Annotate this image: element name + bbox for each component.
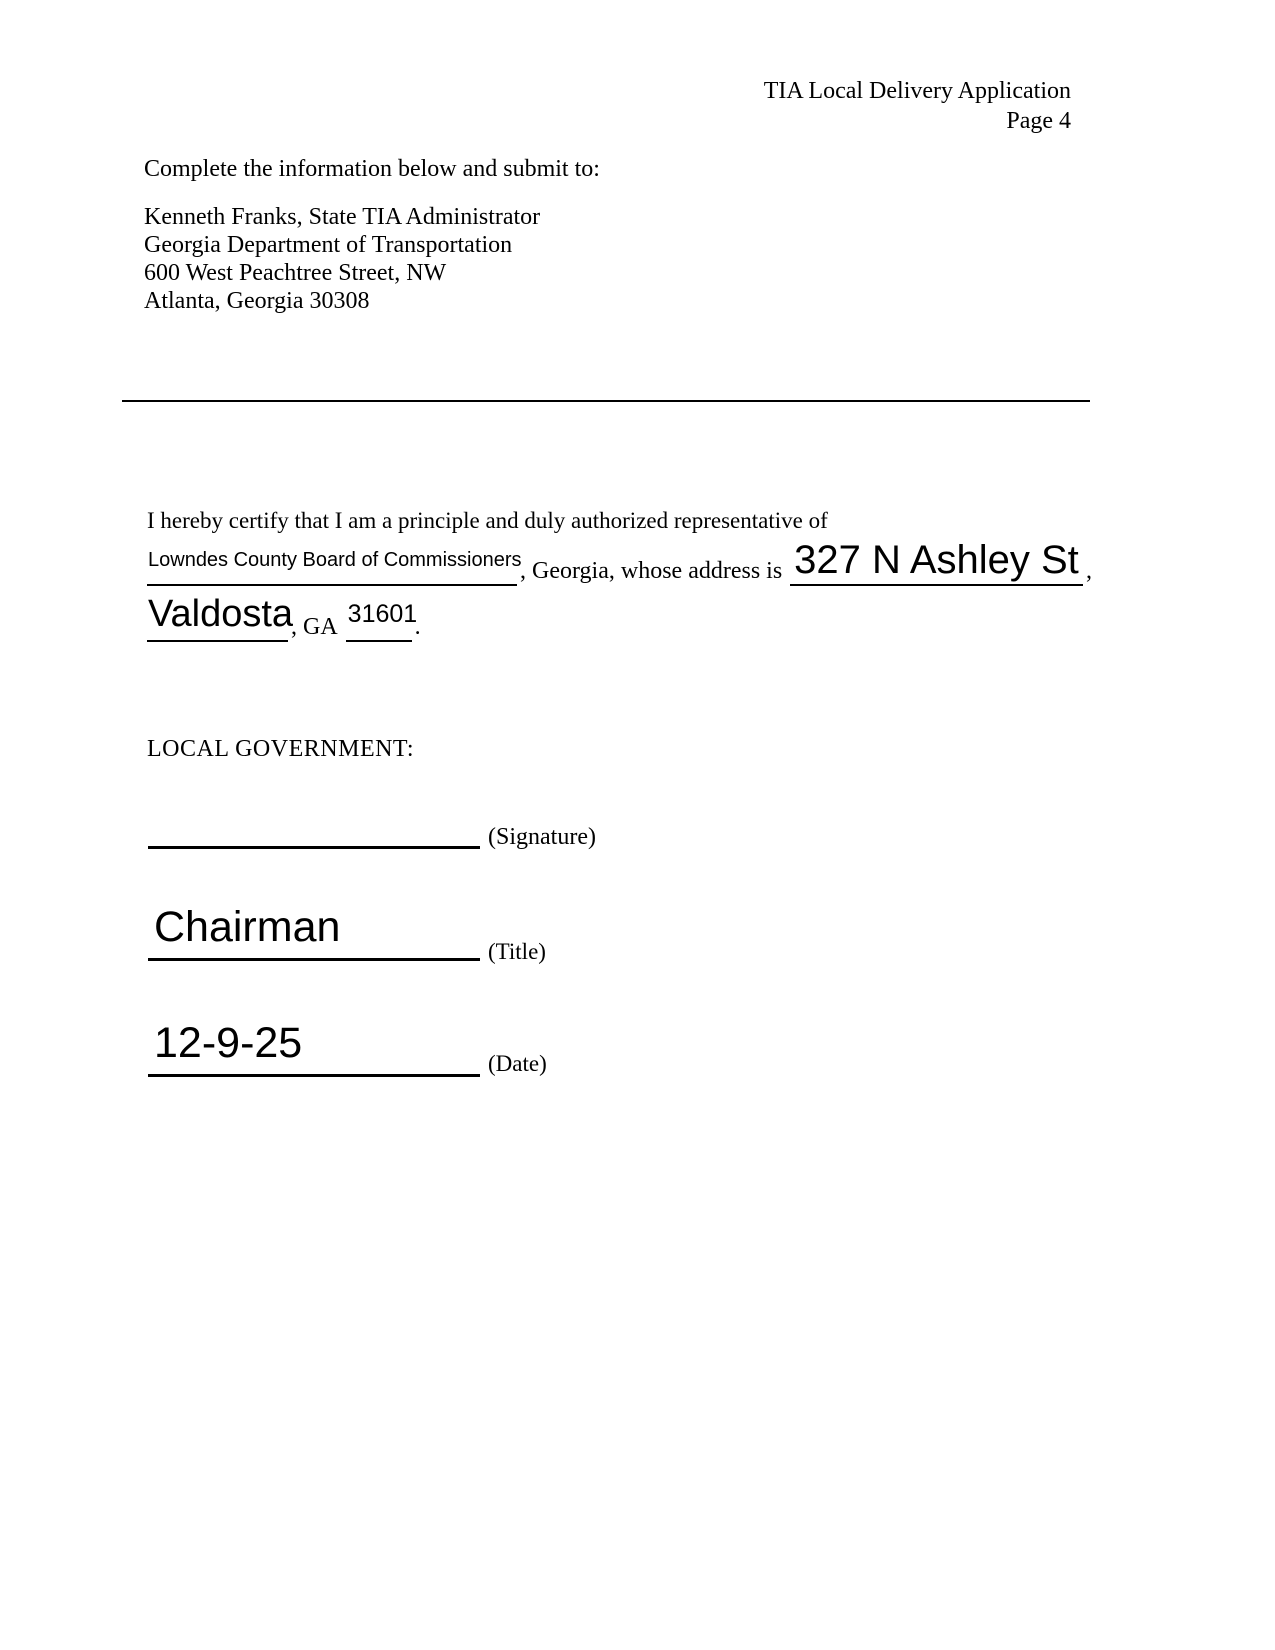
- street-address-value: 327 N Ashley St: [794, 538, 1079, 582]
- recipient-line: 600 West Peachtree Street, NW: [144, 260, 447, 286]
- title-field[interactable]: [148, 903, 480, 961]
- signature-field[interactable]: [148, 846, 480, 849]
- recipient-address-block: [144, 203, 540, 315]
- intro-text: Complete the information below and submit to:: [144, 156, 600, 182]
- title-value: Chairman: [154, 903, 341, 951]
- page-header: [0, 76, 1071, 136]
- georgia-connector-text: , Georgia, whose address is: [520, 558, 783, 585]
- document-title: TIA Local Delivery Application: [763, 78, 1071, 104]
- local-government-heading: LOCAL GOVERNMENT:: [147, 736, 415, 762]
- title-label: (Title): [488, 939, 546, 964]
- page-number: Page 4: [1006, 108, 1071, 134]
- comma-text: ,: [1086, 558, 1092, 585]
- date-value: 12-9-25: [154, 1019, 303, 1067]
- city-field[interactable]: [147, 593, 294, 642]
- street-address-field[interactable]: [790, 540, 1083, 586]
- zip-field[interactable]: [346, 600, 418, 642]
- state-connector-text: , GA: [291, 614, 338, 641]
- certification-line-3: [147, 593, 421, 642]
- signature-label: (Signature): [488, 824, 596, 850]
- certification-lead-text: I hereby certify that I am a principle and duly authorized representative of: [147, 508, 828, 533]
- horizontal-divider: [122, 400, 1090, 402]
- date-field[interactable]: [148, 1019, 480, 1077]
- recipient-line: Atlanta, Georgia 30308: [144, 288, 370, 314]
- government-name-value: Lowndes County Board of Commissioners: [148, 549, 522, 571]
- recipient-line: Georgia Department of Transportation: [144, 232, 513, 258]
- zip-value: 31601: [347, 600, 418, 628]
- period-text: .: [414, 614, 421, 641]
- recipient-line: Kenneth Franks, State TIA Administrator: [144, 204, 541, 230]
- certification-line-2: [147, 540, 1092, 586]
- government-name-field[interactable]: [147, 549, 522, 586]
- date-label: (Date): [488, 1051, 547, 1076]
- city-value: Valdosta: [148, 593, 294, 635]
